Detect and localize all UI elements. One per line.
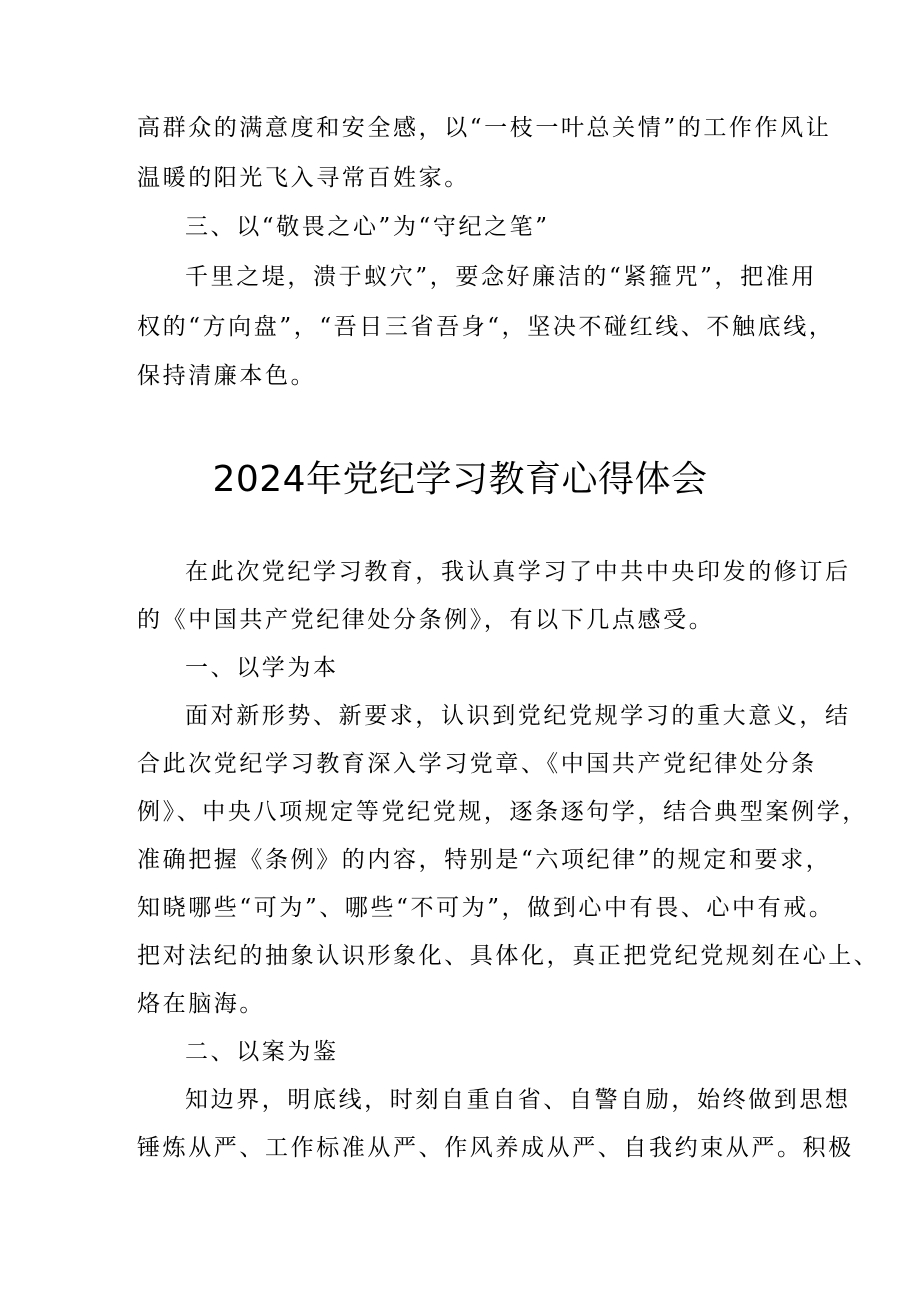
paragraph-line: 知晓哪些“可为”、哪些“不可为”，做到心中有畏、心中有戒。	[137, 895, 835, 921]
section-heading-2: 二、以案为鉴	[185, 1039, 339, 1065]
section-heading-3: 三、以“敬畏之心”为“守纪之笔”	[185, 214, 550, 240]
paragraph-line: 合此次党纪学习教育深入学习党章、《中国共产党纪律处分条	[137, 751, 817, 777]
paragraph-line: 温暖的阳光飞入寻常百姓家。	[137, 165, 470, 191]
paragraph-line: 准确把握《条例》的内容，特别是“六项纪律”的规定和要求，	[137, 847, 832, 873]
paragraph-line: 把对法纪的抽象认识形象化、具体化，真正把党纪党规刻在心上、	[137, 943, 880, 969]
paragraph-line: 的《中国共产党纪律处分条例》，有以下几点感受。	[137, 607, 715, 633]
paragraph-line: 高群众的满意度和安全感，以“一枝一叶总关情”的工作作风让	[137, 115, 832, 141]
paragraph-line: 面对新形势、新要求，认识到党纪党规学习的重大意义，结	[185, 703, 851, 729]
article-title: 2024年党纪学习教育心得体会	[212, 459, 708, 500]
paragraph-line: 例》、中央八项规定等党纪党规，逐条逐句学，结合典型案例学，	[137, 799, 868, 825]
paragraph-line: 保持清廉本色。	[137, 363, 317, 389]
paragraph-line: 烙在脑海。	[137, 991, 265, 1017]
paragraph-line: 在此次党纪学习教育，我认真学习了中共中央印发的修订后	[185, 559, 851, 585]
section-heading-1: 一、以学为本	[185, 655, 339, 681]
paragraph-line: 知边界，明底线，时刻自重自省、自警自励，始终做到思想	[185, 1087, 851, 1113]
paragraph-line: 权的“方向盘”，“吾日三省吾身“，坚决不碰红线、不触底线，	[137, 314, 835, 340]
paragraph-line: 千里之堤，溃于蚁穴”，要念好廉洁的“紧箍咒”，把准用	[185, 264, 817, 290]
paragraph-line: 锤炼从严、工作标准从严、作风养成从严、自我约束从严。积极	[137, 1135, 854, 1161]
